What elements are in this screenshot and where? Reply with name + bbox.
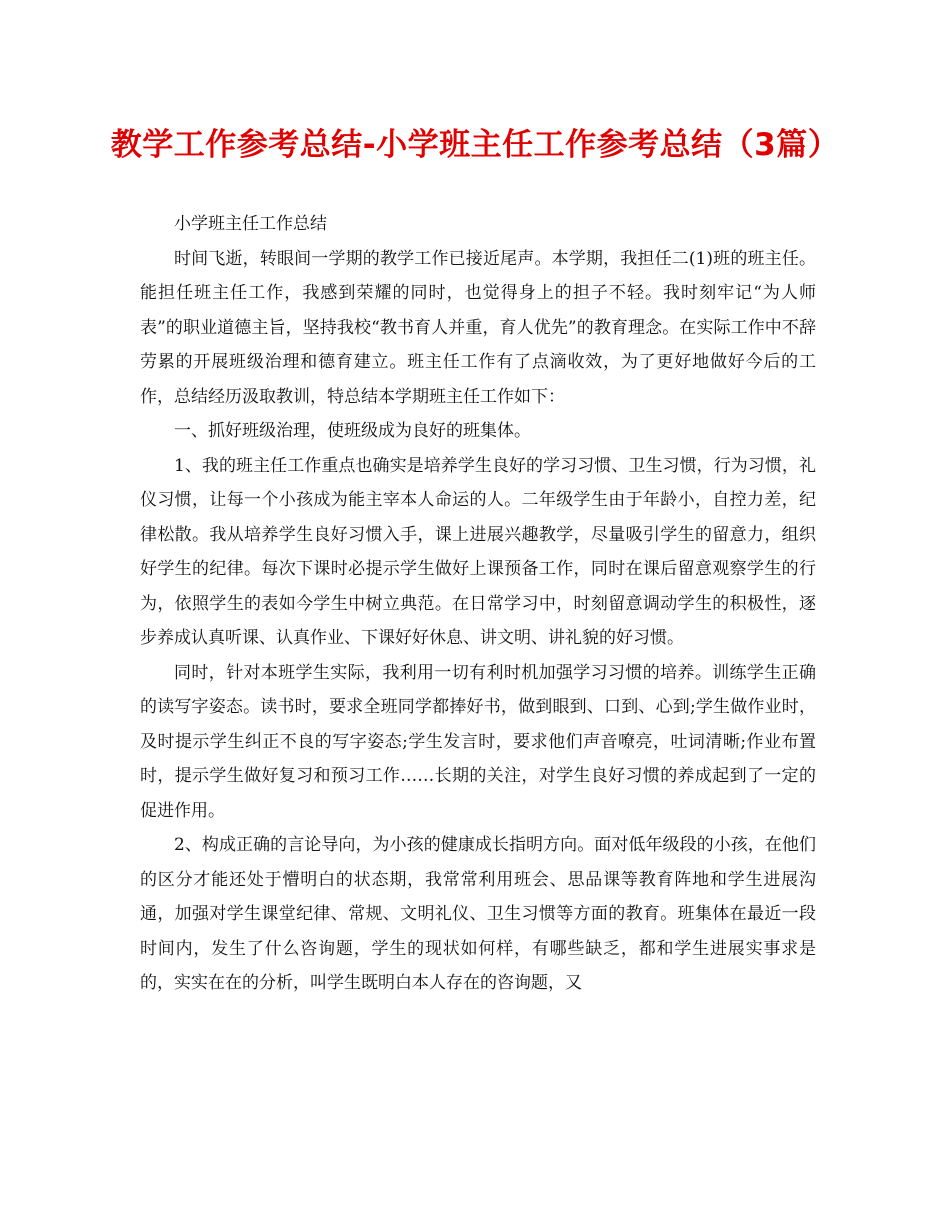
paragraph: 同时，针对本班学生实际，我利用一切有利时机加强学习习惯的培养。训练学生正确的读写字姿态。读书时，要求全班同学都捧好书，做到眼到、口到、心到;学生做作业时，及时提示学生纠正不良的写字姿态;学生发言时，要求他们声音嘹亮，吐词清晰;作业布置时，提示学生做好复习和预习工作……长期的关注，对学生良好习惯的养成起到了一定的促进作用。: [140, 662, 816, 821]
document-body: [140, 207, 816, 1001]
paragraph: 1、我的班主任工作重点也确实是培养学生良好的学习习惯、卫生习惯，行为习惯，礼仪习惯，让每一个小孩成为能主宰本人命运的人。二年级学生由于年龄小，自控力差，纪律松散。我从培养学生良好习惯入手，课上进展兴趣教学，尽量吸引学生的留意力，组织好学生的纪律。每次下课时必提示学生做好上课预备工作，同时在课后留意观察学生的行为，依照学生的表如今学生中树立典范。在日常学习中，时刻留意调动学生的积极性，逐步养成认真听课、认真作业、下课好好休息、讲文明、讲礼貌的好习惯。: [140, 455, 816, 648]
document-title: 教学工作参考总结-小学班主任工作参考总结（3篇）: [110, 127, 840, 163]
paragraph: 一、抓好班级治理，使班级成为良好的班集体。: [174, 421, 531, 441]
paragraph: 时间飞逝，转眼间一学期的教学工作已接近尾声。本学期，我担任二(1)班的班主任。能担任班主任工作，我感到荣耀的同时，也觉得身上的担子不轻。我时刻牢记“为人师表”的职业道德主旨，坚持我校“教书育人并重，育人优先”的教育理念。在实际工作中不辞劳累的开展班级治理和德育建立。班主任工作有了点滴收效，为了更好地做好今后的工作，总结经历汲取教训，特总结本学期班主任工作如下：: [140, 248, 816, 407]
paragraph: 2、构成正确的言论导向，为小孩的健康成长指明方向。面对低年级段的小孩，在他们的区分才能还处于懵明白的状态期，我常常利用班会、思品课等教育阵地和学生进展沟通，加强对学生课堂纪律、常规、文明礼仪、卫生习惯等方面的教育。班集体在最近一段时间内，发生了什么咨询题，学生的现状如何样，有哪些缺乏，都和学生进展实事求是的，实实在在的分析，叫学生既明白本人存在的咨询题，又: [140, 835, 816, 993]
section-heading: 小学班主任工作总结: [174, 214, 327, 234]
